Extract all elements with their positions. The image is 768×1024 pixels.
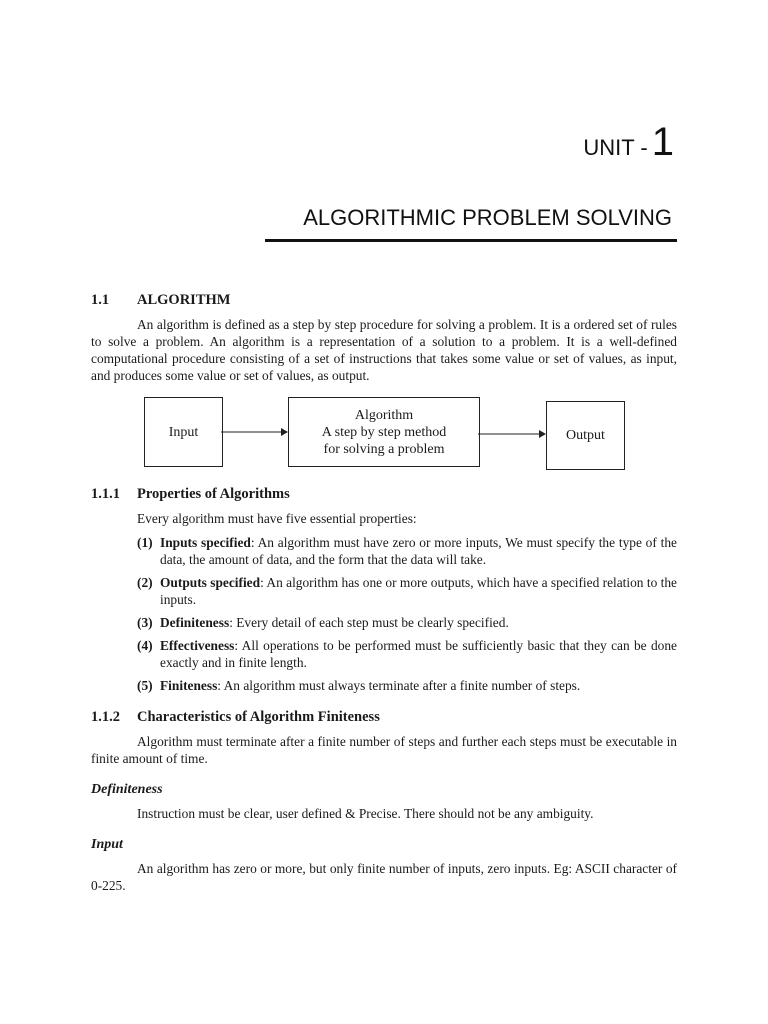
definiteness-block [91,781,677,822]
section-number: 1.1 [91,292,110,308]
item-term: Finiteness [160,678,218,693]
input-box-label: Input [168,424,199,440]
input-box [144,397,223,467]
section-title: Characteristics of Algorithm Finiteness [137,709,380,725]
section-1-1-heading [91,292,677,309]
input-block [91,836,677,894]
definiteness-heading: Definiteness [91,782,163,797]
input-heading: Input [91,837,123,852]
section-number: 1.1.1 [91,486,120,502]
item-marker: (1) [137,535,153,550]
property-item [137,614,677,631]
section-1-1 [91,292,677,384]
algorithm-box-line: A step by step method [321,424,447,440]
algorithm-box [288,397,480,467]
section-1-1-1-heading [91,486,677,503]
unit-word: UNIT - [583,135,648,160]
output-box-label: Output [566,428,605,443]
definiteness-paragraph: Instruction must be clear, user defined & Precise. There should not be any ambiguity. [137,806,594,821]
item-term: Outputs specified [160,575,261,590]
section-1-1-2 [91,709,677,767]
input-to-algorithm-arrow [221,425,289,439]
algorithm-to-output-arrow [478,427,547,441]
algorithm-box-title: Algorithm [354,407,414,423]
property-item [137,534,677,568]
item-term: Effectiveness [160,638,235,653]
algorithm-box-line: for solving a problem [323,441,445,457]
section-title: Properties of Algorithms [137,486,290,502]
property-item [137,637,677,671]
property-item [137,677,677,694]
section-1-1-1 [91,486,677,694]
title-underline [265,239,677,242]
item-marker: (4) [137,638,153,653]
output-box [546,401,625,470]
item-marker: (2) [137,575,153,590]
item-term: Definiteness [160,615,230,630]
item-text: : An algorithm must always terminate after a finite number of steps. [217,678,581,693]
input-paragraph: An algorithm has zero or more, but only finite number of inputs, zero inputs. Eg: ASCII character of 0-225. [91,861,677,893]
algorithm-definition: An algorithm is defined as a step by step procedure for solving a problem. It is a ordered set of rules to solve a problem. An algorithm is a representation of a solution to a problem. It is a well-defined computational procedure consisting of a set of instructions that takes some value or set of values, as input, and produces some value or set of values, as output. [91,317,677,383]
item-text: : All operations to be performed must be sufficiently basic that they can be done exactly and in finite length. [160,638,677,670]
item-term: Inputs specified [160,535,251,550]
section-1-1-2-heading [91,709,677,726]
item-marker: (3) [137,615,153,630]
item-marker: (5) [137,678,153,693]
section-title: ALGORITHM [137,292,231,308]
item-text: : An algorithm has one or more outputs, which have a specified relation to the inputs. [160,575,677,607]
properties-intro: Every algorithm must have five essential properties: [137,511,417,526]
unit-number: 1 [651,120,674,164]
chapter-title: ALGORITHMIC PROBLEM SOLVING [303,205,672,230]
item-text: : Every detail of each step must be clearly specified. [229,615,509,630]
unit-heading [583,122,674,162]
item-text: : An algorithm must have zero or more inputs, We must specify the type of the data, the amount of data, and the form that the data will take. [160,535,677,567]
property-item [137,574,677,608]
finiteness-paragraph: Algorithm must terminate after a finite number of steps and further each steps must be executable in finite amount of time. [91,734,677,766]
section-number: 1.1.2 [91,709,120,725]
